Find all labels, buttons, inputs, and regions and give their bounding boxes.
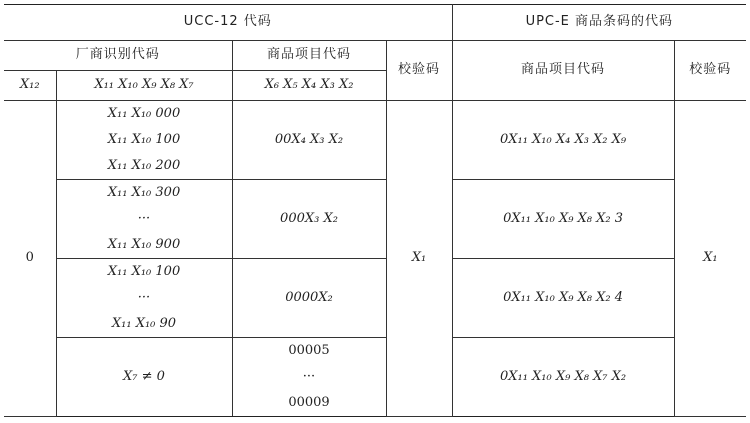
product-cell-row2: 000X₃ X₂ — [232, 180, 386, 259]
check-digit-value: X₁ — [386, 101, 452, 417]
subheader-x12: X₁₂ — [4, 71, 56, 101]
upce-code-row1: 0X₁₁ X₁₀ X₄ X₃ X₂ X₉ — [452, 101, 674, 180]
manufacturer-line: X₁₁ X₁₀ 200 — [107, 158, 181, 173]
ucc12-upce-conversion-table — [4, 4, 746, 417]
manufacturer-line: X₁₁ X₁₀ 100 — [107, 264, 181, 279]
manufacturer-line: ··· — [137, 211, 151, 226]
manufacturer-cell-row2 — [56, 180, 232, 259]
manufacturer-cell-row4: X₇ ≠ 0 — [56, 338, 232, 417]
manufacturer-cell-row3 — [56, 259, 232, 338]
upce-code-row2: 0X₁₁ X₁₀ X₉ X₈ X₂ 3 — [452, 180, 674, 259]
header-manufacturer-code: 厂商识别代码 — [4, 41, 232, 71]
manufacturer-line: X₁₁ X₁₀ 90 — [111, 316, 177, 331]
upce-code-row4: 0X₁₁ X₁₀ X₉ X₈ X₇ X₂ — [452, 338, 674, 417]
manufacturer-line: ··· — [137, 290, 151, 305]
manufacturer-cell-row1 — [56, 101, 232, 180]
product-cell-row3: 0000X₂ — [232, 259, 386, 338]
header-upce: UPC-E 商品条码的代码 — [452, 5, 746, 41]
manufacturer-line: X₁₁ X₁₀ 300 — [107, 185, 181, 200]
header-upce-check-digit: 校验码 — [674, 41, 746, 101]
number-system-prefix: 0 — [4, 101, 56, 417]
product-line: ··· — [302, 369, 316, 384]
manufacturer-line: X₁₁ X₁₀ 100 — [107, 132, 181, 147]
upce-check-digit-value: X₁ — [674, 101, 746, 417]
product-line: 00009 — [288, 395, 330, 410]
header-ucc12: UCC-12 代码 — [4, 5, 452, 41]
product-cell-row1: 00X₄ X₃ X₂ — [232, 101, 386, 180]
subheader-x6-x2: X₆ X₅ X₄ X₃ X₂ — [232, 71, 386, 101]
subheader-x11-x7: X₁₁ X₁₀ X₉ X₈ X₇ — [56, 71, 232, 101]
product-cell-row4 — [232, 338, 386, 417]
manufacturer-line: X₁₁ X₁₀ 900 — [107, 237, 181, 252]
manufacturer-line: X₁₁ X₁₀ 000 — [107, 106, 181, 121]
header-product-code: 商品项目代码 — [232, 41, 386, 71]
upce-code-row3: 0X₁₁ X₁₀ X₉ X₈ X₂ 4 — [452, 259, 674, 338]
product-line: 00005 — [288, 343, 330, 358]
header-upce-product-code: 商品项目代码 — [452, 41, 674, 101]
header-check-digit: 校验码 — [386, 41, 452, 101]
